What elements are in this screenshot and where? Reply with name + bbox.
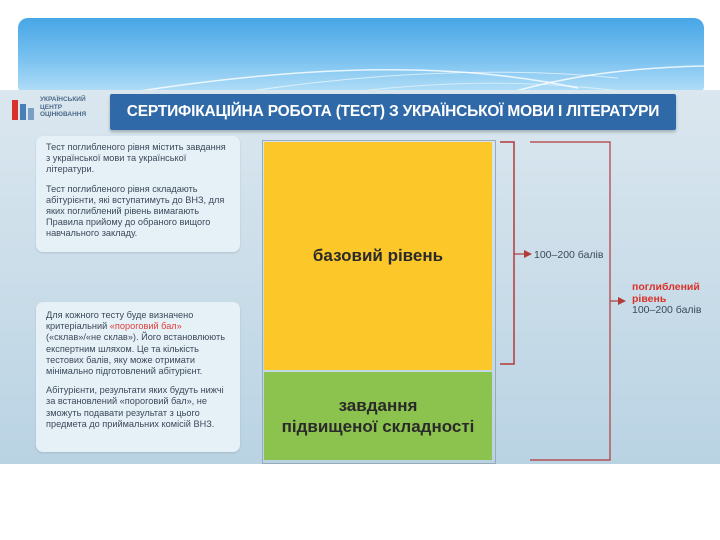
base-level-block xyxy=(264,142,492,370)
logo-icon xyxy=(10,96,36,122)
advanced-label-line-1: завдання xyxy=(338,396,418,415)
deep-label-line-1: поглиблений xyxy=(632,281,700,293)
logo-line-2: ЦЕНТР xyxy=(40,103,63,111)
base-range-label: 100–200 балів xyxy=(534,249,604,261)
note1-paragraph-2: Тест поглибленого рівня складають абітурієнти, які вступатимуть до ВНЗ, для яких поглиблений рівень вимагають Правила прийому до обраного вищого навчального закладу. xyxy=(46,183,225,239)
note2-text-b: («склав»/«не склав»). Його встановлюють експертним шляхом. Це та кількість тестових балів, яку може отримати мінімально підготовлений абітурієнт. xyxy=(46,332,225,377)
wave-decoration xyxy=(18,18,704,96)
logo-line-1: УКРАЇНСЬКИЙ xyxy=(40,96,86,103)
ucoz-logo xyxy=(8,94,108,124)
header-banner xyxy=(18,18,704,96)
threshold-highlight: «пороговий бал» xyxy=(109,321,182,332)
base-level-label: базовий рівень xyxy=(312,246,444,265)
deep-level-label xyxy=(632,282,701,317)
title-bar xyxy=(110,94,676,130)
deep-label-line-2: рівень xyxy=(632,292,667,305)
advanced-label-line-2: підвищеної складності xyxy=(281,417,475,436)
note2-text-a: Для кожного тесту буде визначено критеріальний xyxy=(46,310,194,332)
deep-range-label: 100–200 балів xyxy=(632,304,702,316)
range-brackets xyxy=(494,138,634,468)
info-note-1 xyxy=(36,136,240,252)
info-note-2 xyxy=(36,302,240,452)
logo-line-3: ОЦІНЮВАННЯ xyxy=(40,111,87,118)
note2-paragraph-1 xyxy=(46,310,230,377)
note2-paragraph-2: Абітурієнти, результати яких будуть нижчі за встановлений «пороговий бал», не зможуть подавати результат з цього предмета до приймальних комісій ВНЗ. xyxy=(46,385,224,429)
advanced-tasks-block xyxy=(264,372,492,460)
slide-title: СЕРТИФІКАЦІЙНА РОБОТА (ТЕСТ) З УКРАЇНСЬКОЇ МОВИ І ЛІТЕРАТУРИ xyxy=(126,103,660,120)
note1-paragraph-1: Тест поглибленого рівня містить завдання з української мови та української літератури. xyxy=(46,142,226,175)
